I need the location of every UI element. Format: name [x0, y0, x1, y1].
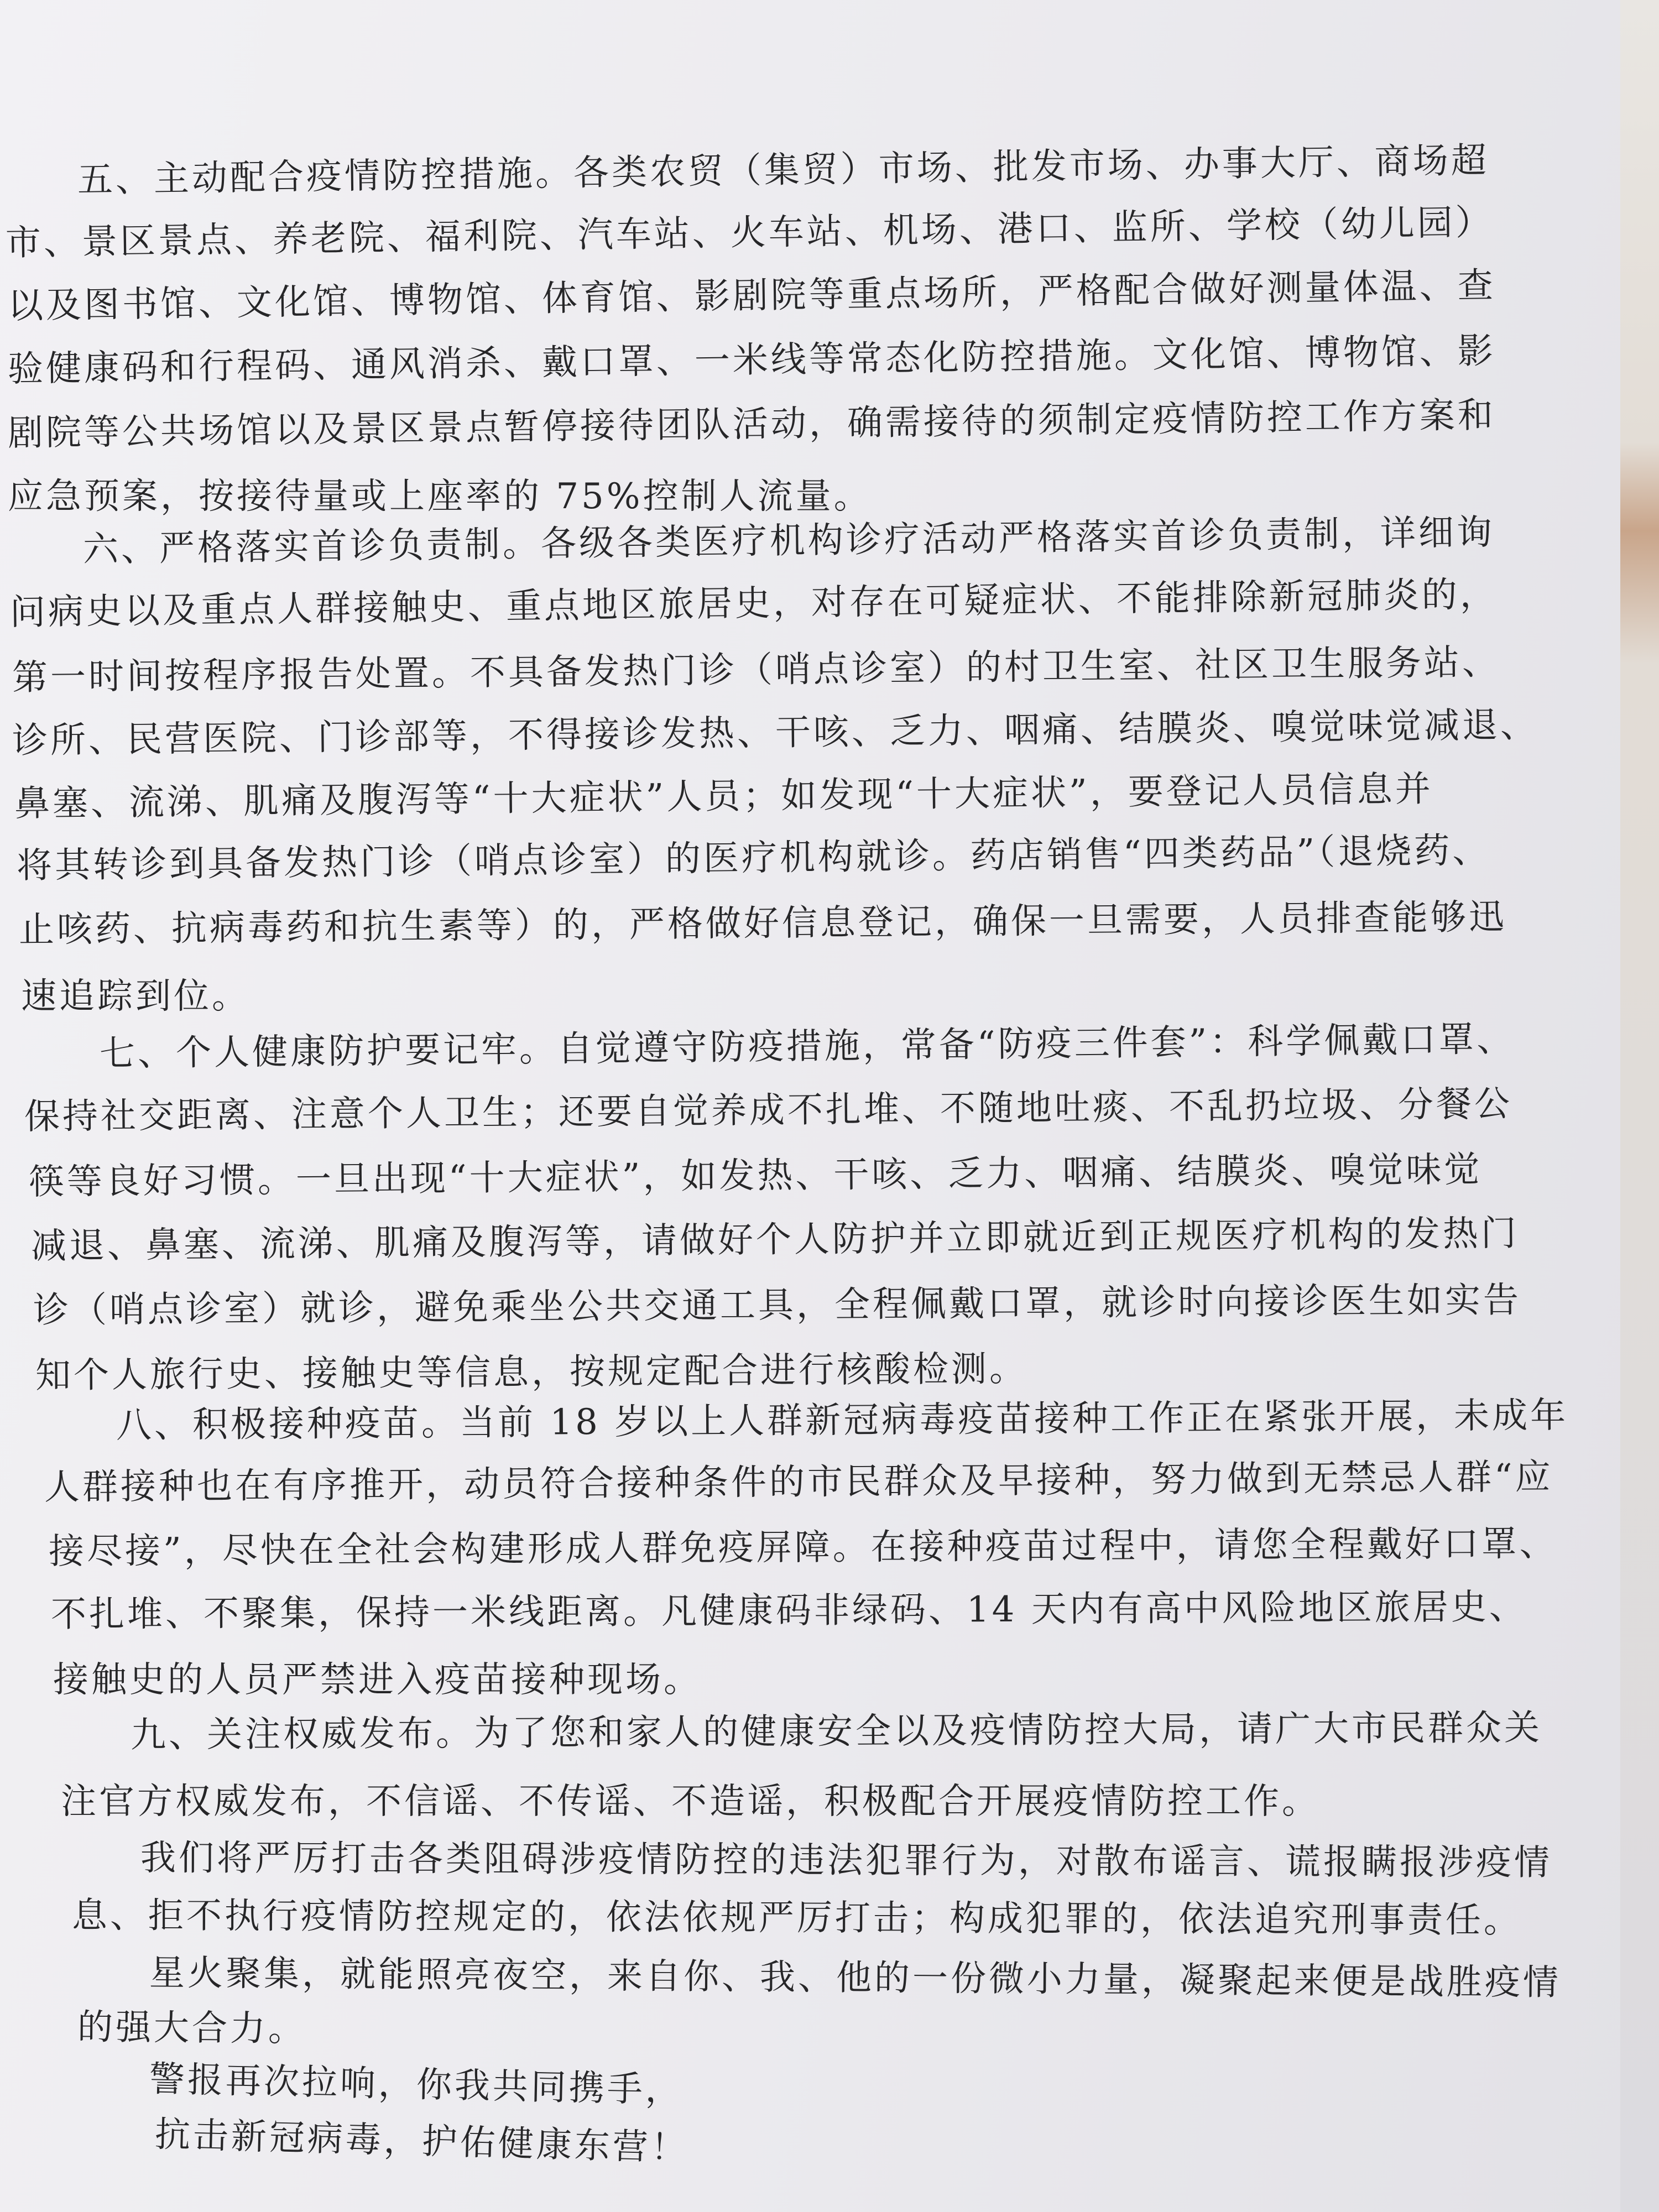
- section-7-line-6: 知个人旅行史、接触史等信息，按规定配合进行核酸检测。: [35, 1348, 1028, 1396]
- section-9-line-1: 九、关注权威发布。为了您和家人的健康安全以及疫情防控大局，请广大市民群众关: [130, 1707, 1543, 1756]
- section-6-line-3: 第一时间按程序报告处置。不具备发热门诊（哨点诊室）的村卫生室、社区卫生服务站、: [12, 641, 1501, 698]
- section-7-line-2: 保持社交距离、注意个人卫生；还要自觉养成不扎堆、不随地吐痰、不乱扔垃圾、分餐公: [24, 1083, 1513, 1138]
- section-9-line-3: 我们将严厉打击各类阻碍涉疫情防控的违法犯罪行为，对散布谣言、谎报瞒报涉疫情: [140, 1838, 1553, 1884]
- section-7-heading: 七、个人健康防护要记牢。: [99, 1029, 558, 1074]
- section-7-line-5: 诊（哨点诊室）就诊，避免乘坐公共交通工具，全程佩戴口罩，就诊时向接诊医生如实告: [33, 1280, 1522, 1331]
- section-6-line-1: 六、严格落实首诊负责制。各级各类医疗机构诊疗活动严格落实首诊负责制，详细询: [82, 512, 1495, 570]
- section-9-line-5: 星火聚集，就能照亮夜空，来自你、我、他的一份微小力量，凝聚起来便是战胜疫情: [149, 1953, 1562, 2004]
- section-8-line-5: 接触史的人员严禁进入疫苗接种现场。: [53, 1660, 702, 1700]
- section-6-line-5: 鼻塞、流涕、肌痛及腹泻等“十大症状”人员；如发现“十大症状”，要登记人员信息并: [14, 769, 1434, 825]
- section-7-line-3: 筷等良好习惯。一旦出现“十大症状”，如发热、干咳、乏力、咽痛、结膜炎、嗅觉味觉: [28, 1149, 1483, 1203]
- section-6-line-8: 速追踪到位。: [21, 976, 250, 1017]
- section-9-line-2: 注官方权威发布，不信谣、不传谣、不造谣，积极配合开展疫情防控工作。: [61, 1781, 1320, 1822]
- closing-line-2: 抗击新冠病毒，护佑健康东营！: [154, 2114, 690, 2169]
- section-5-line-6: 应急预案，按接待量或上座率的 75%控制人流量。: [8, 476, 872, 517]
- section-8-line-2: 人群接种也在有序推开，动员符合接种条件的市民群众及早接种，努力做到无禁忌人群“应: [44, 1456, 1553, 1508]
- section-9-heading: 九、关注权威发布。: [130, 1713, 474, 1756]
- section-5-line-3: 以及图书馆、文化馆、博物馆、体育馆、影剧院等重点场所，严格配合做好测量体温、查: [7, 265, 1496, 327]
- section-9-line-6: 的强大合力。: [77, 2007, 307, 2050]
- section-9-line-4: 息、拒不执行疫情防控规定的，依法依规严厉打击；构成犯罪的，依法追究刑事责任。: [71, 1895, 1522, 1942]
- section-5-line-5: 剧院等公共场馆以及景区景点暂停接待团队活动，确需接待的须制定疫情防控工作方案和: [7, 395, 1496, 454]
- section-5-line-2: 市、景区景点、养老院、福利院、汽车站、火车站、机场、港口、监所、学校（幼儿园）: [5, 202, 1494, 264]
- section-8-line-3: 接尽接”，尽快在全社会构建形成人群免疫屏障。在接种疫苗过程中，请您全程戴好口罩、: [48, 1523, 1558, 1572]
- section-7-line-1: 七、个人健康防护要记牢。自觉遵守防疫措施，常备“防疫三件套”：科学佩戴口罩、: [99, 1019, 1515, 1074]
- section-6-line-6: 将其转诊到具备发热门诊（哨点诊室）的医疗机构就诊。药店销售“四类药品”（退烧药、: [16, 830, 1491, 886]
- section-8-line-1: 八、积极接种疫苗。当前 18 岁以上人群新冠病毒疫苗接种工作正在紧张开展，未成年: [116, 1395, 1569, 1446]
- section-6-line-4: 诊所、民营医院、门诊部等，不得接诊发热、干咳、乏力、咽痛、结膜炎、嗅觉味觉减退、: [12, 705, 1539, 761]
- section-8-line-4: 不扎堆、不聚集，保持一米线距离。凡健康码非绿码、14 天内有高中风险地区旅居史、: [50, 1587, 1527, 1635]
- section-6-heading: 六、严格落实首诊负责制。: [82, 523, 541, 570]
- section-7-line-4: 减退、鼻塞、流涕、肌痛及腹泻等，请做好个人防护并立即就近到正规医疗机构的发热门: [30, 1213, 1520, 1267]
- background-edge: [1620, 0, 1659, 2212]
- section-8-heading: 八、积极接种疫苗。: [116, 1402, 460, 1446]
- section-6-line-2: 问病史以及重点人群接触史、重点地区旅居史，对存在可疑症状、不能排除新冠肺炎的，: [9, 574, 1499, 633]
- closing-line-1: 警报再次拉响，你我共同携手，: [149, 2059, 684, 2111]
- section-5-line-4: 验健康码和行程码、通风消杀、戴口罩、一米线等常态化防控措施。文化馆、博物馆、影: [7, 331, 1496, 390]
- section-6-line-7: 止咳药、抗病毒药和抗生素等）的，严格做好信息登记，确保一旦需要，人员排查能够迅: [18, 896, 1507, 951]
- section-5-heading: 五、主动配合疫情防控措施。: [77, 153, 574, 201]
- section-5-line-1: 五、主动配合疫情防控措施。各类农贸（集贸）市场、批发市场、办事大厅、商场超: [77, 140, 1490, 201]
